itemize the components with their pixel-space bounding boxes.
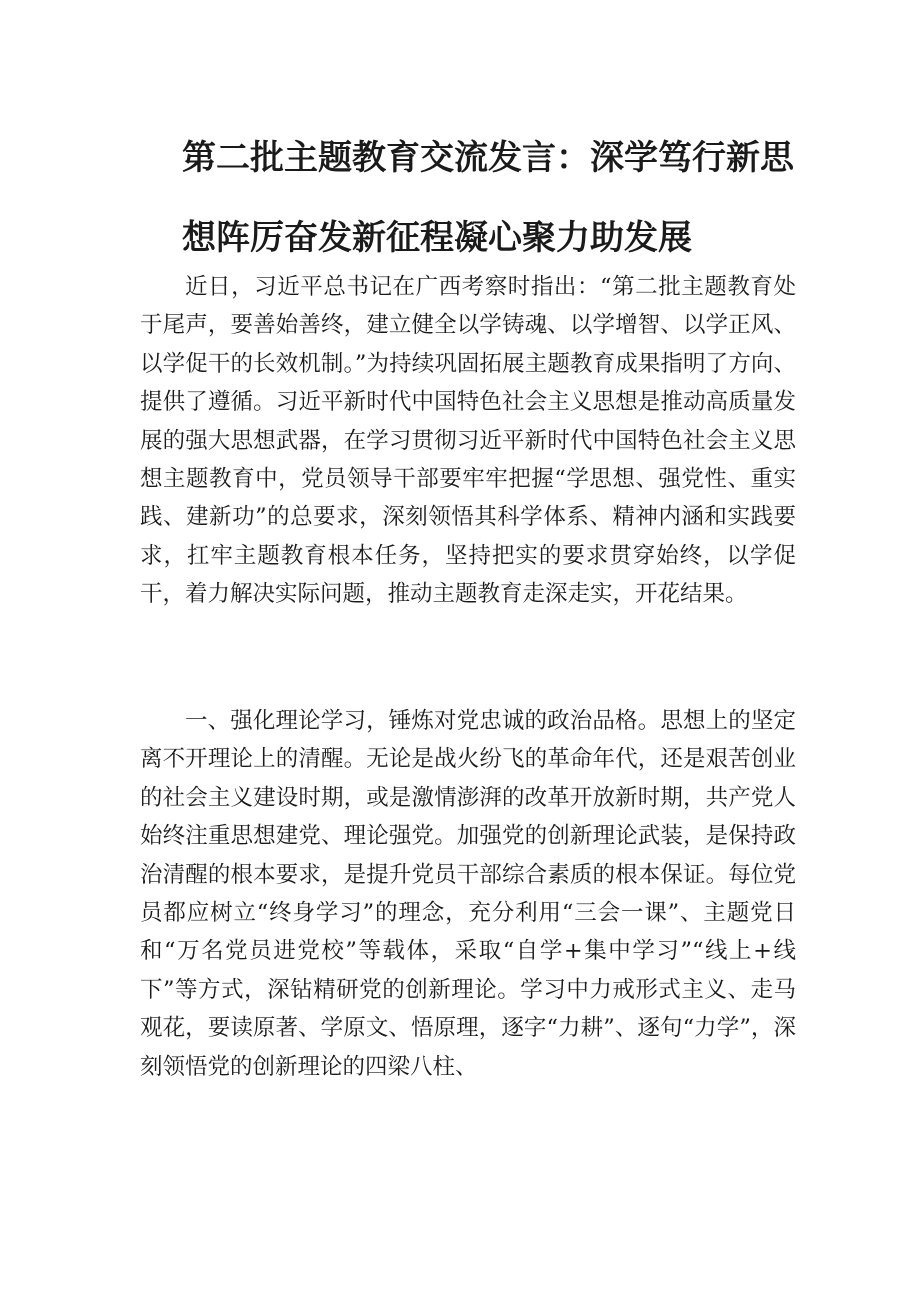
- document-title-line-2: 想阵厉奋发新征程凝心聚力助发展: [182, 218, 692, 258]
- paragraph-intro: 近日，习近平总书记在广西考察时指出：“第二批主题教育处于尾声，要善始善终，建立健全以学铸魂、以学增智、以学正风、以学促干的长效机制。”为持续巩固拓展主题教育成果指明了方向、提供了遵循。习近平新时代中国特色社会主义思想是推动高质量发展的强大思想武器，在学习贯彻习近平新时代中国特色社会主义思想主题教育中，党员领导干部要牢牢把握“学思想、强党性、重实践、建新功”的总要求，深刻领悟其科学体系、精神内涵和实践要求，扛牢主题教育根本任务，坚持把实的要求贯穿始终，以学促干，着力解决实际问题，推动主题教育走深走实，开花结果。: [140, 274, 796, 608]
- paragraph-section-1: 一、强化理论学习，锤炼对党忠诚的政治品格。思想上的坚定离不开理论上的清醒。无论是战火纷飞的革命年代，还是艰苦创业的社会主义建设时期，或是激情澎湃的改革开放新时期，共产党人始终注重思想建党、理论强党。加强党的创新理论武装，是保持政治清醒的根本要求，是提升党员干部综合素质的根本保证。每位党员都应树立“终身学习”的理念，充分利用“三会一课”、主题党日和“万名党员进党校”等载体，采取“自学+集中学习”“线上+线下”等方式，深钻精研党的创新理论。学习中力戒形式主义、走马观花，要读原著、学原文、悟原理，逐字“力耕”、逐句“力学”，深刻领悟党的创新理论的四梁八柱、: [140, 708, 796, 1080]
- document-title-line-1: 第二批主题教育交流发言：深学笃行新思: [182, 138, 794, 178]
